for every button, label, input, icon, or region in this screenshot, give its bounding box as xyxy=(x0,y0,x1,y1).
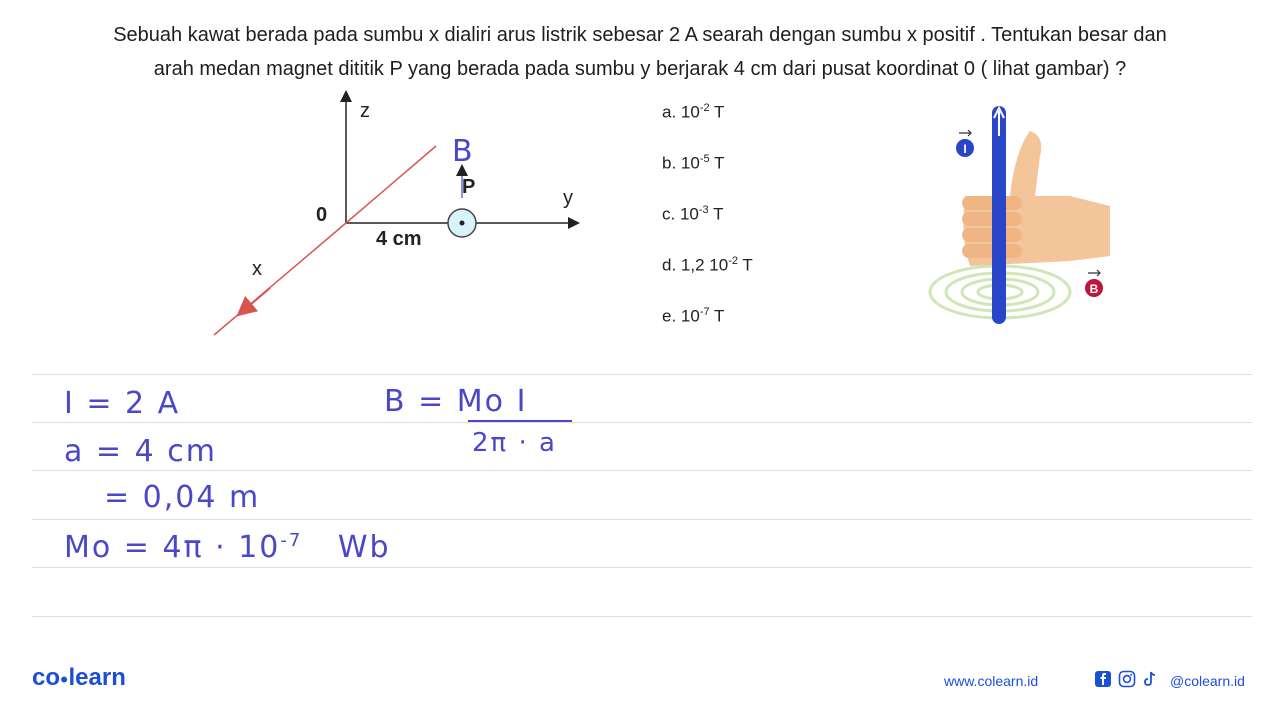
footer-url[interactable]: www.colearn.id xyxy=(944,673,1039,689)
option-base: 1,2 10 xyxy=(680,255,729,275)
fraction-bar xyxy=(468,420,572,422)
option-base: 10 xyxy=(679,204,699,224)
current-badge-label: I xyxy=(963,142,967,156)
option-d[interactable] xyxy=(662,255,753,306)
option-base: 10 xyxy=(680,153,700,173)
tiktok-icon[interactable] xyxy=(1142,670,1158,688)
logo-dot: ● xyxy=(60,670,69,687)
notes-area xyxy=(32,374,1252,624)
axes-svg xyxy=(200,88,600,348)
origin-label: 0 xyxy=(316,204,328,226)
option-exp: -2 xyxy=(728,255,738,267)
rule-line xyxy=(32,567,1252,568)
hand-svg xyxy=(920,96,1120,336)
note-distance: a = 4 cm xyxy=(64,434,217,469)
wire-front xyxy=(214,223,346,335)
option-a[interactable] xyxy=(662,102,753,153)
point-p-dot xyxy=(460,221,465,226)
thumb-icon xyxy=(1010,131,1041,196)
option-letter: b. xyxy=(662,153,677,173)
option-c[interactable] xyxy=(662,204,753,255)
rule-line xyxy=(32,519,1252,520)
option-b[interactable] xyxy=(662,153,753,204)
option-unit: T xyxy=(714,153,725,173)
rule-line xyxy=(32,616,1252,617)
point-label: P xyxy=(462,176,476,198)
note-formula-top: B = Mo I xyxy=(384,384,528,419)
option-unit: T xyxy=(714,102,725,122)
distance-label: 4 cm xyxy=(376,228,422,250)
note-current: I = 2 A xyxy=(64,386,181,421)
question-line-2: arah medan magnet dititik P yang berada pada sumbu y berjarak 4 cm dari pusat koordinat 0 ( lihat gambar) ? xyxy=(153,58,1127,80)
note-mu0-base: Mo = 4π · 10 xyxy=(64,530,281,565)
current-arrow xyxy=(244,288,270,310)
option-letter: c. xyxy=(662,204,676,224)
facebook-icon[interactable] xyxy=(1094,670,1112,688)
option-exp: -7 xyxy=(699,306,710,318)
colearn-logo xyxy=(32,664,126,692)
option-letter: d. xyxy=(662,255,677,275)
rule-line xyxy=(32,470,1252,471)
rule-line xyxy=(32,374,1252,375)
right-hand-rule-illustration xyxy=(920,96,1120,336)
question-text xyxy=(30,18,1250,86)
field-label: B xyxy=(452,134,473,169)
x-label: x xyxy=(252,258,262,280)
answer-options xyxy=(662,102,753,357)
note-mu0 xyxy=(64,530,391,565)
question-line-1: Sebuah kawat berada pada sumbu x dialiri arus listrik sebesar 2 A searah dengan sumbu x positif . Tentukan besar dan xyxy=(113,24,1167,46)
note-formula-bottom: 2π · a xyxy=(472,428,557,458)
instagram-icon[interactable] xyxy=(1118,670,1136,688)
option-exp: -2 xyxy=(699,102,710,114)
field-badge-label: B xyxy=(1089,282,1099,296)
logo-right: learn xyxy=(68,664,126,691)
z-label: z xyxy=(360,100,370,122)
option-unit: T xyxy=(714,306,725,326)
option-exp: -5 xyxy=(699,153,710,165)
option-e[interactable] xyxy=(662,306,753,357)
wire-rod-icon xyxy=(992,106,1006,324)
option-unit: T xyxy=(713,204,724,224)
option-letter: e. xyxy=(662,306,677,326)
option-base: 10 xyxy=(680,306,700,326)
note-distance-m: = 0,04 m xyxy=(104,480,261,515)
option-letter: a. xyxy=(662,102,677,122)
note-mu0-unit: Wb xyxy=(337,530,391,565)
wire-back xyxy=(346,146,436,223)
social-icons xyxy=(1094,670,1158,688)
coordinate-diagram xyxy=(200,88,600,348)
option-base: 10 xyxy=(680,102,700,122)
logo-left: co xyxy=(32,664,61,691)
option-exp: -3 xyxy=(698,204,709,216)
social-handle[interactable]: @colearn.id xyxy=(1170,673,1245,689)
note-mu0-exp: -7 xyxy=(280,530,303,551)
y-label: y xyxy=(563,187,573,209)
option-unit: T xyxy=(742,255,753,275)
rule-line xyxy=(32,422,1252,423)
